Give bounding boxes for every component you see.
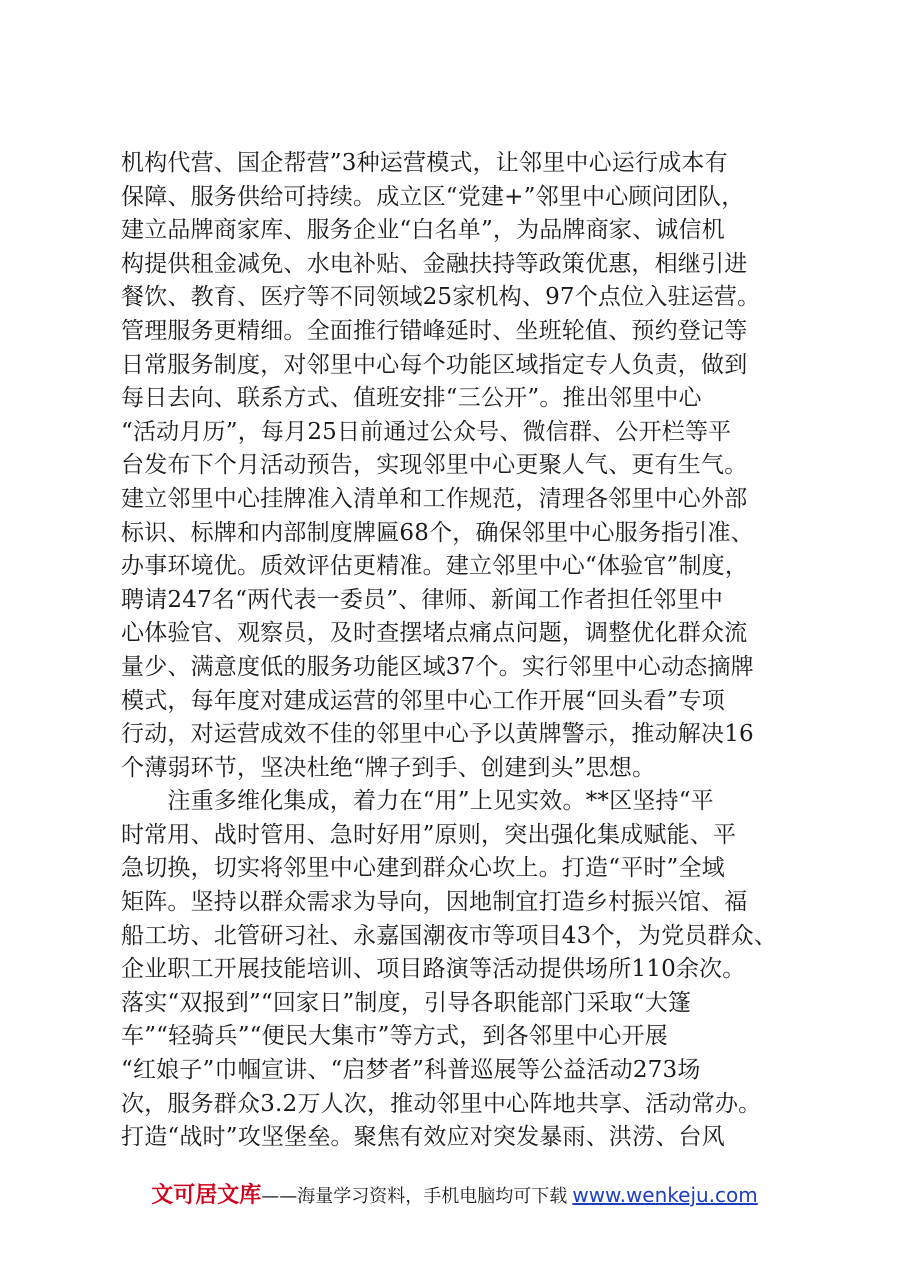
- text-line: 企业职工开展技能培训、项目路演等活动提供场所110余次。: [121, 956, 746, 983]
- body-text: [121, 147, 811, 1155]
- text-line: 心体验官、观察员，及时查摆堵点痛点问题，调整优化群众流: [121, 620, 748, 647]
- text-line: “活动月历”，每月25日前通过公众号、微信群、公开栏等平: [121, 418, 732, 445]
- text-line: 构提供租金减免、水电补贴、金融扶持等政策优惠，相继引进: [121, 250, 748, 277]
- text-line: “红娘子”巾帼宣讲、“启梦者”科普巡展等公益活动273场: [121, 1057, 701, 1084]
- text-line: 办事环境优。质效评估更精准。建立邻里中心“体验官”制度，: [121, 553, 749, 580]
- text-line: 聘请247名“两代表一委员”、律师、新闻工作者担任邻里中: [121, 586, 724, 613]
- text-line: 餐饮、教育、医疗等不同领域25家机构、97个点位入驻运营。: [121, 284, 761, 311]
- text-line: 建立邻里中心挂牌准入清单和工作规范，清理各邻里中心外部: [121, 485, 748, 512]
- text-line: 模式，每年度对建成运营的邻里中心工作开展“回头看”专项: [121, 687, 725, 714]
- text-line: 行动，对运营成效不佳的邻里中心予以黄牌警示，推动解决16: [121, 721, 754, 748]
- text-line: 建立品牌商家库、服务企业“白名单”，为品牌商家、诚信机: [121, 217, 725, 244]
- paragraph-start-line: 注重多维化集成，着力在“用”上见实效。**区坚持“平: [121, 788, 714, 815]
- text-line: 日常服务制度，对邻里中心每个功能区域指定专人负责，做到: [121, 351, 748, 378]
- text-line: 矩阵。坚持以群众需求为导向，因地制宜打造乡村振兴馆、福: [121, 889, 748, 916]
- text-line: 标识、标牌和内部制度牌匾68个，确保邻里中心服务指引准、: [121, 519, 754, 546]
- text-line: 船工坊、北管研习社、永嘉国潮夜市等项目43个，为党员群众、: [121, 922, 778, 949]
- text-line: 落实“双报到”“回家日”制度，引导各职能部门采取“大篷: [121, 989, 692, 1016]
- text-line: 次，服务群众3.2万人次，推动邻里中心阵地共享、活动常办。: [121, 1090, 762, 1117]
- footer-slogan: ——海量学习资料，手机电脑均可下载: [261, 1186, 568, 1207]
- text-line: 个薄弱环节，坚决杜绝“牌子到手、创建到头”思想。: [121, 754, 656, 781]
- text-line: 车”“轻骑兵”“便民大集市”等方式，到各邻里中心开展: [121, 1023, 668, 1050]
- text-line: 台发布下个月活动预告，实现邻里中心更聚人气、更有生气。: [121, 452, 748, 479]
- text-line: 量少、满意度低的服务功能区域37个。实行邻里中心动态摘牌: [121, 653, 754, 680]
- website-link[interactable]: www.wenkeju.com: [572, 1183, 758, 1207]
- text-line: 保障、服务供给可持续。成立区“党建+”邻里中心顾问团队，: [121, 183, 745, 210]
- text-line: 打造“战时”攻坚堡垒。聚焦有效应对突发暴雨、洪涝、台风: [121, 1124, 725, 1151]
- footer-banner: [0, 1178, 909, 1209]
- text-line: 急切换，切实将邻里中心建到群众心坎上。打造“平时”全域: [121, 855, 725, 882]
- text-line: 每日去向、联系方式、值班安排“三公开”。推出邻里中心: [121, 385, 702, 412]
- brand-name: 文可居文库: [151, 1183, 262, 1208]
- text-line: 管理服务更精细。全面推行错峰延时、坐班轮值、预约登记等: [121, 317, 748, 344]
- text-line: 时常用、战时管用、急时好用”原则，突出强化集成赋能、平: [121, 821, 737, 848]
- text-line: 机构代营、国企帮营”3种运营模式，让邻里中心运行成本有: [121, 150, 728, 176]
